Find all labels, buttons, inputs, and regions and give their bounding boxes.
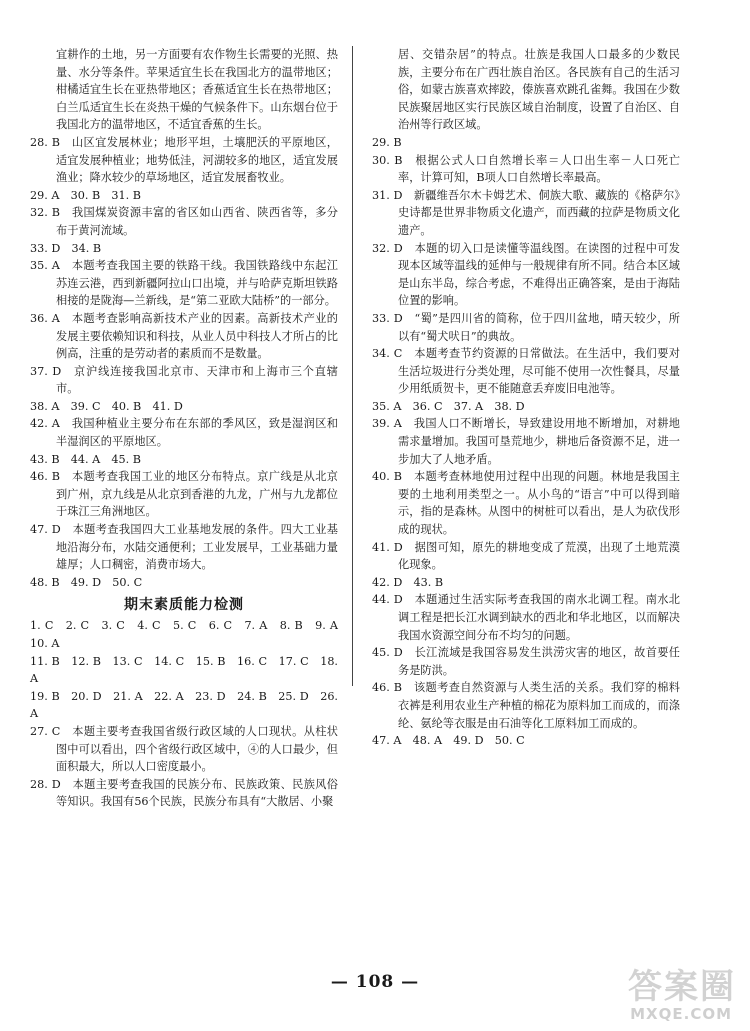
- answer-item: 38. A 39. C 40. B 41. D: [30, 399, 183, 413]
- answer-item: 36. A 本题考查影响高新技术产业的因素。高新技术产业的发展主要依赖知识和科技，从业人员中科技人才所占的比例高，注重的是劳动者的素质而不是数量。: [30, 311, 338, 361]
- answer-item: 42. A 我国种植业主要分布在东部的季风区，致是湿润区和半湿润区的平原地区。: [30, 417, 338, 449]
- answer-item: 29. A 30. B 31. B: [30, 188, 141, 202]
- answer-item: 27. C 本题主要考查我国省级行政区域的人口现状。从柱状图中可以看出，四个省级行政区域中，④的人口最少，但面积最大，所以人口密度最小。: [30, 724, 338, 774]
- answer-item: 居、交错杂居”的特点。壮族是我国人口最多的少数民族，主要分布在广西壮族自治区。各民族有自己的生活习俗，如蒙古族喜欢摔跤，傣族喜欢跳孔雀舞。我国在少数民族聚居地区实行民族区域自治制度，设置了自治区、自治州等行政区域。: [398, 48, 680, 132]
- answer-item: 43. B 44. A 45. B: [30, 452, 141, 466]
- answer-item: 35. A 本题考查我国主要的铁路干线。我国铁路线中东起江苏连云港，西到新疆阿拉山口出境，并与哈萨克斯坦铁路相接的是陇海—兰新线，是“第二亚欧大陆桥”的一部分。: [30, 259, 338, 308]
- answer-item: 28. D 本题主要考查我国的民族分布、民族政策、民族风俗等知识。我国有56个民族，民族分布具有“大散居、小聚: [30, 777, 338, 809]
- answer-item: 11. B 12. B 13. C 14. C 15. B 16. C 17. C 18. A: [30, 654, 338, 686]
- answer-item: 31. D 新疆维吾尔木卡姆艺术、侗族大歌、藏族的《格萨尔》史诗都是世界非物质文化遗产，而西藏的拉萨是物质文化遗产。: [372, 188, 680, 237]
- answer-item: 42. D 43. B: [372, 575, 444, 589]
- answer-item: 48. B 49. D 50. C: [30, 575, 143, 589]
- left-column: [30, 46, 350, 811]
- answer-item: 44. D 本题通过生活实际考查我国的南水北调工程。南水北调工程是把长江水调到缺水的西北和华北地区，以而解决我国水资源空间分布不均匀的问题。: [372, 593, 680, 642]
- page-number: — 108 —: [330, 972, 420, 992]
- answer-item: 1. C 2. C 3. C 4. C 5. C 6. C 7. A 8. B 9. A 10. A: [30, 619, 350, 650]
- answer-item: 28. B 山区宜发展林业；地形平坦，土壤肥沃的平原地区，适宜发展种植业；地势低洼，河湖较多的地区，适宜发展渔业；降水较少的草场地区，适宜发展畜牧业。: [30, 135, 338, 185]
- answer-item: 33. D “蜀”是四川省的简称，位于四川盆地，晴天较少，所以有“蜀犬吠日”的典故。: [372, 311, 680, 343]
- answer-item: 46. B 该题考查自然资源与人类生活的关系。我们穿的棉料衣裤是利用农业生产种植的棉花为原料加工而成的，而涤纶、氨纶等衣服是由石油等化工原料加工而成的。: [372, 681, 680, 730]
- answer-item: 45. D 长江流域是我国容易发生洪涝灾害的地区，故首要任务是防洪。: [372, 646, 680, 677]
- section-title: 期末素质能力检测: [124, 597, 244, 614]
- right-column: [372, 46, 680, 750]
- column-divider: [352, 46, 353, 686]
- answer-item: 46. B 本题考查我国工业的地区分布特点。京广线是从北京到广州，京九线是从北京到香港的九龙，广州与九龙都位于珠江三角洲地区。: [30, 470, 338, 519]
- answer-item: 39. A 我国人口不断增长，导致建设用地不断增加，对耕地需求量增加。我国可垦荒地少，耕地后备资源不足，进一步加大了人地矛盾。: [372, 417, 680, 466]
- answer-item: 40. B 本题考查林地使用过程中出现的问题。林地是我国主要的土地利用类型之一。从小鸟的“语言”中可以得到暗示，指的是森林。从图中的树桩可以看出，是人为砍伐形成的现状。: [372, 470, 680, 537]
- answer-item: 33. D 34. B: [30, 241, 102, 255]
- watermark-text: 答案圈: [628, 967, 736, 1007]
- answer-item: 19. B 20. D 21. A 22. A 23. D 24. B 25. D 26. A: [30, 689, 338, 721]
- watermark-logo: [586, 959, 736, 1023]
- answer-item: 41. D 据图可知，原先的耕地变成了荒漠，出现了土地荒漠化现象。: [372, 540, 680, 572]
- answer-item: 47. D 本题考查我国四大工业基地发展的条件。四大工业基地沿海分布，水陆交通便利；工业发展早，工业基础力量雄厚；人口稠密，消费市场大。: [30, 523, 338, 572]
- answer-item: 29. B: [372, 135, 402, 149]
- answer-item: 35. A 36. C 37. A 38. D: [372, 399, 525, 413]
- answer-item: 30. B 根据公式人口自然增长率＝人口出生率－人口死亡率，计算可知，B项人口自然增长率最高。: [372, 153, 680, 185]
- answer-item: 宜耕作的土地，另一方面要有农作物生长需要的光照、热量、水分等条件。苹果适宜生长在我国北方的温带地区；柑橘适宜生长在亚热带地区；香蕉适宜生长在热带地区；白兰瓜适宜生长在炎热干燥的气候条件下。山东烟台位于我国北方的温带地区，不适宜香蕉的生长。: [56, 48, 338, 132]
- answer-item: 47. A 48. A 49. D 50. C: [372, 734, 525, 748]
- answer-item: 34. C 本题考查节约资源的日常做法。在生活中，我们要对生活垃圾进行分类处理，尽可能不使用一次性餐具，尽量少用纸质贺卡，更不能随意丢弃废旧电池等。: [372, 347, 680, 396]
- answer-item: 32. D 本题的切入口是读懂等温线图。在读图的过程中可发现本区域等温线的延伸与一般规律有所不同。结合本区域是山东半岛，综合考虑，不难得出正确答案，是由于海陆位置的影响。: [372, 241, 680, 308]
- answer-item: 37. D 京沪线连接我国北京市、天津市和上海市三个直辖市。: [30, 364, 338, 396]
- answer-item: 32. B 我国煤炭资源丰富的省区如山西省、陕西省等，多分布于黄河流域。: [30, 206, 338, 237]
- watermark-url: MXQE.COM: [630, 1005, 732, 1023]
